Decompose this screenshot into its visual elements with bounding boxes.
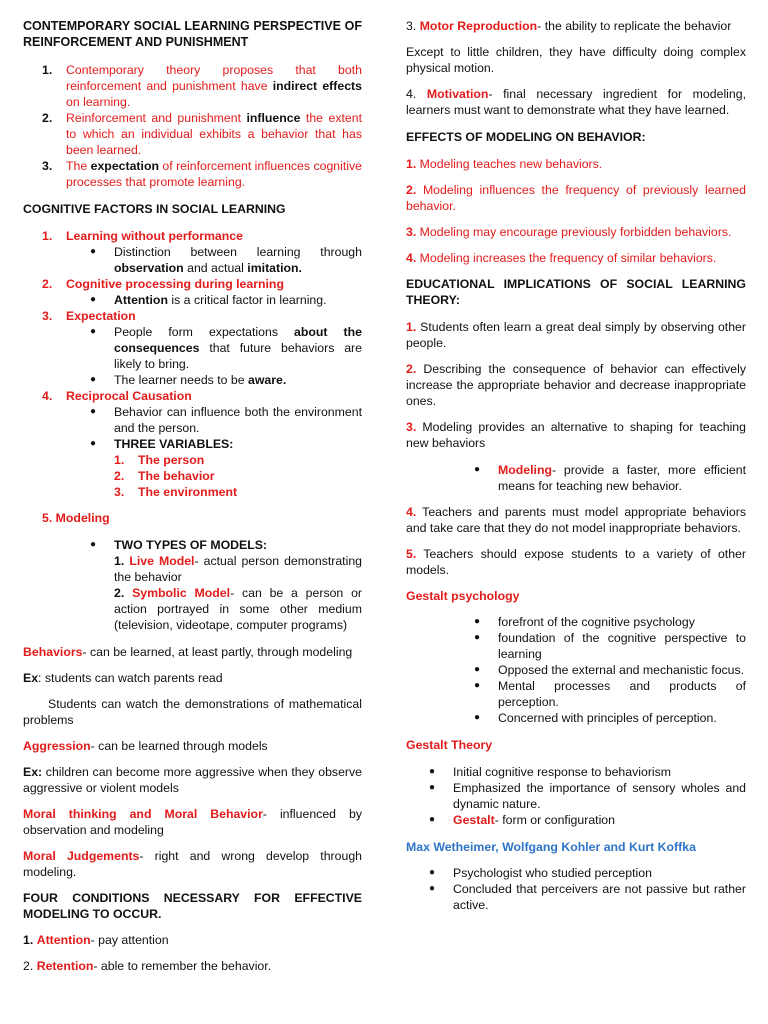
gestalt-theory-list: [429, 764, 746, 828]
implication-item: 5. Teachers should expose students to a variety of other models.: [406, 547, 746, 577]
effect-item: 2. Modeling influences the frequency of previously learned behavior.: [406, 183, 746, 213]
bullet-item: ● Opposed the external and mechanistic focus.: [474, 663, 745, 677]
paragraph-example: Ex: students can watch parents read: [23, 671, 223, 685]
condition-attention: 1. Attention- pay attention: [23, 933, 169, 947]
condition-motivation: 4. Motivation- final necessary ingredient for modeling, learners must want to demonstrate what they have learned.: [406, 87, 746, 117]
section-title-four-conditions: FOUR CONDITIONS NECESSARY FOR EFFECTIVE MODELING TO OCCUR.: [23, 891, 362, 921]
bullet-item: ● Gestalt- form or configuration: [429, 813, 615, 827]
effect-item: 3. Modeling may encourage previously forbidden behaviors.: [406, 225, 732, 239]
factor-heading: 2. Cognitive processing during learning: [42, 277, 284, 291]
paragraph-behaviors: Behaviors- can be learned, at least partly, through modeling: [23, 645, 353, 659]
list-item: 2. Reinforcement and punishment influence the extent to which an individual exhibits a behavior that has been learned.: [42, 111, 362, 157]
section-title-reinforcement: CONTEMPORARY SOCIAL LEARNING PERSPECTIVE OF REINFORCEMENT AND PUNISHMENT: [23, 19, 362, 49]
section-title-implications: EDUCATIONAL IMPLICATIONS OF SOCIAL LEARNING THEORY:: [406, 277, 746, 307]
bullet-item: ● foundation of the cognitive perspective to learning: [474, 631, 746, 661]
condition-retention: 2. Retention- able to remember the behavior.: [23, 959, 272, 973]
effect-item: 1. Modeling teaches new behaviors.: [406, 157, 603, 171]
bullet-item: ● Modeling- provide a faster, more efficient means for teaching new behavior.: [474, 463, 746, 493]
left-column: [23, 18, 362, 974]
reinforcement-list: [42, 62, 362, 190]
bullet-item: ● forefront of the cognitive psychology: [474, 615, 695, 629]
right-column: [406, 18, 746, 913]
heading-gestalt-psychology: Gestalt psychology: [406, 589, 520, 603]
bullet-item: ● Distinction between learning through observation and actual imitation.: [90, 245, 362, 275]
paragraph-example-more: Students can watch the demonstrations of mathematical problems: [23, 697, 362, 727]
bullet-item: ● People form expectations about the consequences that future behaviors are likely to bring.: [90, 325, 362, 371]
implication-item: 3. Modeling provides an alternative to shaping for teaching new behaviors: [406, 420, 746, 450]
paragraph-aggression: Aggression- can be learned through models: [23, 739, 268, 753]
cognitive-factors-list: [42, 228, 362, 633]
bullet-item: ● Behavior can influence both the environment and the person.: [90, 405, 362, 435]
paragraph-moral-judgements: Moral Judgements- right and wrong develop through modeling.: [23, 849, 362, 879]
bullet-item: ● Attention is a critical factor in learning.: [90, 293, 327, 307]
factor-heading-modeling: 5. Modeling: [42, 511, 110, 525]
bullet-item: ● Initial cognitive response to behaviorism: [429, 765, 672, 779]
bullet-item: ● Concerned with principles of perception.: [474, 711, 717, 725]
heading-gestalt-theory: Gestalt Theory: [406, 738, 493, 752]
bullet-item: ● TWO TYPES OF MODELS: 1. Live Model- actual person demonstrating the behavior 2. Symbolic Model- can be a person or action portrayed in some other medium (television, videotape, computer programs): [90, 538, 363, 632]
heading-psychologists: Max Wetheimer, Wolfgang Kohler and Kurt Koffka: [406, 840, 696, 854]
bullet-item: ● THREE VARIABLES:: [90, 437, 234, 451]
paragraph-motor-more: Except to little children, they have difficulty doing complex physical motion.: [406, 45, 746, 75]
bullet-item: ● Emphasized the importance of sensory wholes and dynamic nature.: [429, 781, 746, 811]
list-item: 1. Contemporary theory proposes that both reinforcement and punishment have indirect effects on learning.: [42, 63, 362, 109]
factor-heading: 1. Learning without performance: [42, 229, 243, 243]
bullet-item: ● Concluded that perceivers are not passive but rather active.: [429, 882, 746, 912]
bullet-item: ● Mental processes and products of perception.: [474, 679, 746, 709]
implication-item: 1. Students often learn a great deal simply by observing other people.: [406, 320, 746, 350]
list-item: 3. The expectation of reinforcement influences cognitive processes that promote learning.: [42, 159, 363, 189]
gestalt-psychology-list: [474, 614, 746, 726]
bullet-item: ● The learner needs to be aware.: [90, 373, 287, 387]
paragraph-example-2: Ex: children can become more aggressive when they observe aggressive or violent models: [23, 765, 362, 795]
effect-item: 4. Modeling increases the frequency of similar behaviors.: [406, 251, 717, 265]
paragraph-moral-thinking: Moral thinking and Moral Behavior- influenced by observation and modeling: [23, 807, 362, 837]
psychologists-list: [429, 865, 746, 913]
factor-heading: 3. Expectation: [42, 309, 136, 323]
implication-item: 2. Describing the consequence of behavior can effectively increase the appropriate behavior and decrease inappropriate ones.: [406, 362, 746, 408]
section-title-effects: EFFECTS OF MODELING ON BEHAVIOR:: [406, 130, 646, 144]
variables-list: 1. The person 2. The behavior 3. The environment: [114, 453, 238, 499]
factor-heading: 4. Reciprocal Causation: [42, 389, 192, 403]
condition-motor-reproduction: 3. Motor Reproduction- the ability to replicate the behavior: [406, 19, 732, 33]
bullet-item: ● Psychologist who studied perception: [429, 866, 652, 880]
section-title-cognitive-factors: COGNITIVE FACTORS IN SOCIAL LEARNING: [23, 202, 286, 216]
implication-item: 4. Teachers and parents must model appropriate behaviors and take care that they do not model inappropriate behaviors.: [406, 505, 746, 535]
